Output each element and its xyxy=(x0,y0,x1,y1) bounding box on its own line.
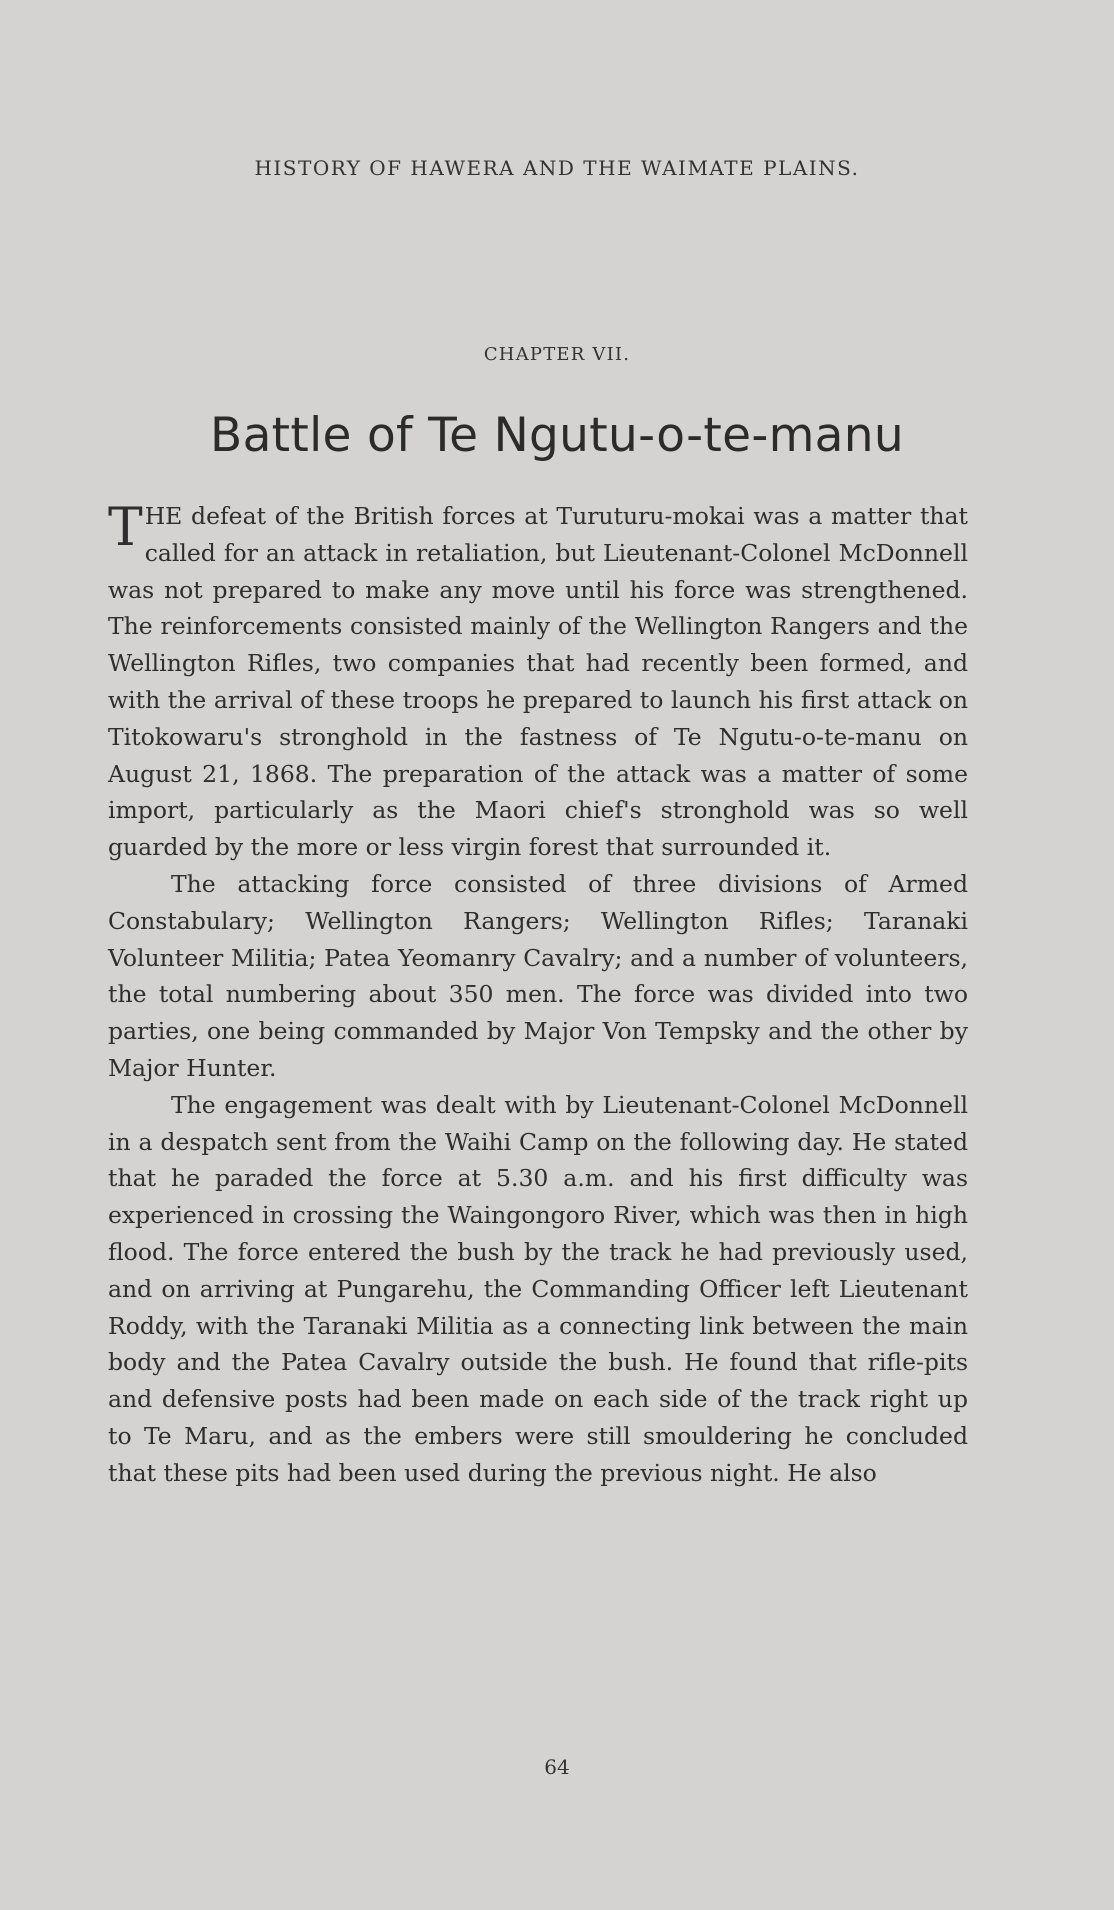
paragraph-1-text: HE defeat of the British forces at Turuturu-mokai was a matter that called for an attack in retaliation, but Lieutenant-Colonel McDonnell was not prepared to make any move until his force was strengthened. The reinforcements consisted mainly of the Wellington Rangers and the Wellington Rifles, two companies that had recently been formed, and with the arrival of these troops he prepared to launch his first attack on Titokowaru's stronghold in the fastness of Te Ngutu-o-te-manu on August 21, 1868. The preparation of the attack was a matter of some import, particularly as the Maori chief's stronghold was so well guarded by the more or less virgin forest that surrounded it. xyxy=(108,502,968,862)
paragraph-2: The attacking force consisted of three divisions of Armed Constabulary; Wellington Rangers; Wellington Rifles; Taranaki Volunteer Militia; Patea Yeomanry Cavalry; and a number of volunteers, the total numbering about 350 men. The force was divided into two parties, one being commanded by Major Von Tempsky and the other by Major Hunter. xyxy=(108,869,968,1082)
paragraph-1 xyxy=(108,498,968,866)
drop-cap: T xyxy=(108,498,143,558)
paragraph-3: The engagement was dealt with by Lieutenant-Colonel McDonnell in a despatch sent from the Waihi Camp on the following day. He stated that he paraded the force at 5.30 a.m. and his first difficulty was experienced in crossing the Waingongoro River, which was then in high flood. The force entered the bush by the track he had previously used, and on arriving at Pungarehu, the Commanding Officer left Lieutenant Roddy, with the Taranaki Militia as a connecting link between the main body and the Patea Cavalry outside the bush. He found that rifle-pits and defensive posts had been made on each side of the track right up to Te Maru, and as the embers were still smouldering he concluded that these pits had been used during the previous night. He also xyxy=(108,1090,968,1487)
running-head: HISTORY OF HAWERA AND THE WAIMATE PLAINS. xyxy=(254,156,860,180)
chapter-label: CHAPTER VII. xyxy=(483,344,631,365)
page-number: 64 xyxy=(544,1755,570,1779)
body-text xyxy=(108,498,968,1492)
chapter-title: Battle of Te Ngutu-o-te-manu xyxy=(210,408,904,463)
